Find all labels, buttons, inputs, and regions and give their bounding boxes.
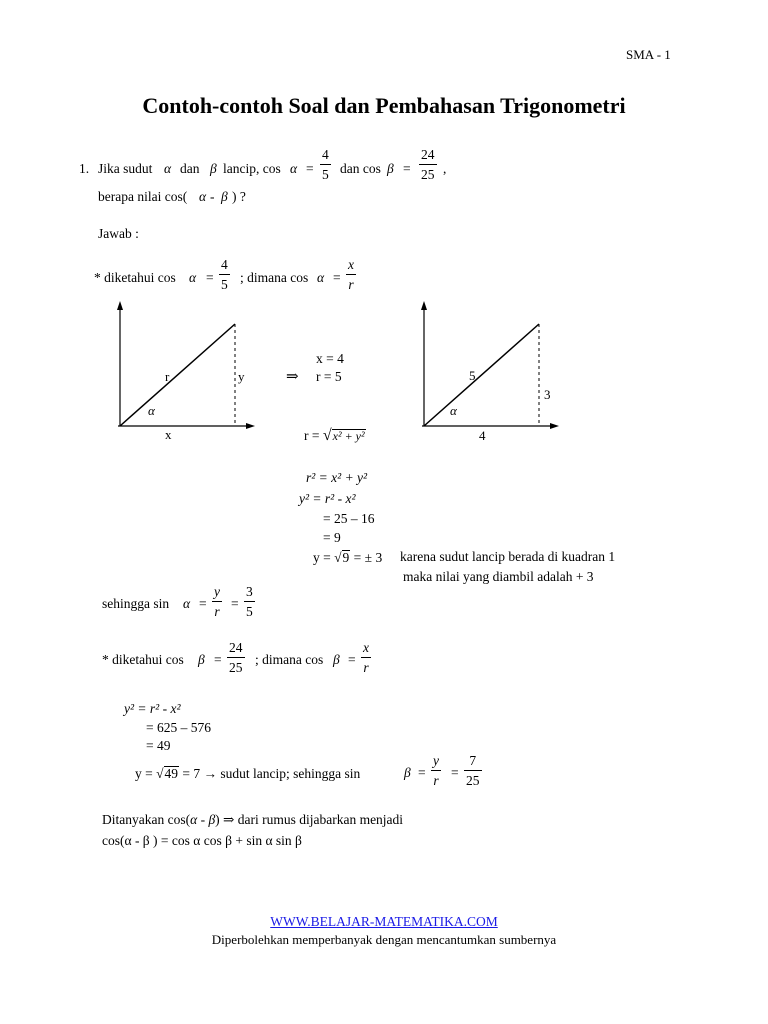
fraction-numerator: x: [348, 257, 354, 272]
fraction-numerator: 3: [246, 584, 253, 599]
fraction-numerator: 24: [421, 147, 435, 162]
page-title: Contoh-contoh Soal dan Pembahasan Trigonometri: [142, 93, 626, 118]
equals-sign: =: [214, 652, 222, 667]
question-and: dan: [180, 161, 200, 176]
beta-symbol: β: [210, 161, 217, 176]
note-line2: maka nilai yang diambil adalah + 3: [403, 569, 594, 584]
r-formula-radicand: x² + y²: [332, 429, 365, 443]
label-r: r: [165, 369, 170, 384]
fraction-3-5: [244, 585, 255, 618]
given-mid: ; dimana cos: [255, 652, 324, 667]
y-equals: y =: [135, 766, 153, 781]
y-axis-arrow: [421, 301, 427, 310]
label-x: 4: [479, 428, 486, 443]
beta-symbol: β: [198, 652, 205, 667]
equals-sign: =: [451, 765, 459, 780]
minus-sign: -: [210, 189, 215, 204]
y-equals: y =: [313, 550, 331, 565]
alpha-symbol: α: [290, 161, 298, 176]
beta-symbol: β: [221, 189, 228, 204]
hypotenuse: [120, 324, 235, 426]
footer-note: Diperbolehkan memperbanyak dengan mencantumkan sumbernya: [211, 932, 557, 947]
r-formula-prefix: r =: [304, 428, 320, 443]
equals-sign: =: [206, 270, 214, 285]
fraction-numerator: 4: [322, 147, 329, 162]
equals-sign: =: [403, 161, 411, 176]
derivation2-line3: = 49: [146, 738, 171, 753]
sin-alpha-prefix: sehingga sin: [102, 596, 170, 611]
triangle-diagram-values: [404, 298, 564, 446]
derivation1-line1: r² = x² + y²: [306, 470, 368, 485]
given-x: x = 4: [316, 351, 344, 366]
alpha-symbol: α: [183, 596, 191, 611]
x-axis-arrow: [246, 423, 255, 429]
label-alpha: α: [148, 403, 155, 418]
fraction-numerator: 4: [221, 257, 228, 272]
given-prefix: * diketahui cos: [102, 652, 184, 667]
alpha-symbol: α: [190, 812, 198, 827]
fraction-4-5: [219, 258, 230, 291]
fraction-denominator: 5: [244, 601, 255, 619]
note-line1: karena sudut lancip berada di kuadran 1: [400, 549, 616, 564]
derivation1-line2: y² = r² - x²: [299, 491, 356, 506]
fraction-denominator: 25: [227, 657, 245, 675]
alpha-symbol: α: [164, 161, 172, 176]
triangle-diagram-general: [100, 298, 260, 446]
question-text-b: lancip, cos: [223, 161, 281, 176]
fraction-cos-beta: [419, 148, 437, 181]
fraction-cos-alpha: [320, 148, 331, 181]
fraction-numerator: x: [363, 640, 369, 655]
fraction-numerator: y: [214, 584, 220, 599]
equals-sign: =: [199, 596, 207, 611]
fraction-denominator: 5: [219, 274, 230, 292]
asked-suffix: ) ⇒ dari rumus dijabarkan menjadi: [215, 812, 404, 827]
fraction-x-r: [346, 258, 356, 291]
equals-sign: =: [348, 652, 356, 667]
alpha-symbol: α: [189, 270, 197, 285]
question-line-2: berapa nilai cos(: [98, 189, 188, 204]
equals-sign: =: [231, 596, 239, 611]
fraction-numerator: y: [433, 753, 439, 768]
hypotenuse: [424, 324, 539, 426]
x-axis-arrow: [550, 423, 559, 429]
implies-arrow: ⇒: [286, 369, 299, 385]
question-comma: ,: [443, 161, 447, 176]
derivation2-line1: y² = r² - x²: [124, 701, 181, 716]
asked-line2: cos(α - β ) = cos α cos β + sin α sin β: [102, 833, 302, 848]
asked-line1: Ditanyakan cos(α - β) ⇒ dari rumus dijabarkan menjadi: [102, 812, 404, 827]
equals-sign: =: [418, 765, 426, 780]
beta-symbol: β: [404, 765, 411, 780]
alpha-symbol: α: [317, 270, 325, 285]
label-y: 3: [544, 387, 551, 402]
question-text-a: Jika sudut: [98, 161, 153, 176]
derivation1-line5: y = √9 = ± 3: [313, 550, 383, 565]
given-mid: ; dimana cos: [240, 270, 309, 285]
asked-prefix: Ditanyakan cos(: [102, 812, 191, 827]
fraction-denominator: r: [346, 274, 355, 292]
page-label: SMA - 1: [626, 47, 671, 62]
label-alpha: α: [450, 403, 457, 418]
fraction-denominator: r: [431, 770, 440, 788]
fraction-24-25: [227, 641, 245, 674]
fraction-7-25: [464, 754, 482, 787]
beta-symbol: β: [387, 161, 394, 176]
fraction-numerator: 7: [469, 753, 477, 768]
given-r: r = 5: [316, 369, 342, 384]
equals-sign: =: [333, 270, 341, 285]
fraction-y-r: [212, 585, 222, 618]
label-r: 5: [469, 368, 476, 383]
y-axis-arrow: [117, 301, 123, 310]
fraction-numerator: 24: [229, 640, 243, 655]
given-prefix: * diketahui cos: [94, 270, 176, 285]
equals-sign: =: [306, 161, 314, 176]
beta-symbol: β: [333, 652, 340, 667]
beta-symbol: β: [208, 812, 216, 827]
website-link[interactable]: WWW.BELAJAR-MATEMATIKA.COM: [270, 914, 498, 929]
fraction-denominator: r: [361, 657, 370, 675]
label-x: x: [165, 427, 172, 442]
r-formula: r = √x² + y²: [304, 427, 365, 444]
radicand: 49: [164, 766, 179, 781]
answer-label: Jawab :: [98, 226, 139, 241]
fraction-y-r: [431, 754, 441, 787]
derivation1-line4: = 9: [323, 530, 341, 545]
question-text-c: dan cos: [340, 161, 381, 176]
fraction-denominator: 25: [464, 770, 482, 788]
fraction-denominator: 25: [419, 164, 437, 182]
derivation1-line3: = 25 – 16: [323, 511, 375, 526]
question-line-2-end: ) ?: [232, 189, 246, 204]
label-y: y: [238, 369, 245, 384]
question-number: 1.: [79, 161, 90, 176]
derivation2-line4: y = √49 = 7 → sudut lancip; sehingga sin: [135, 766, 361, 781]
alpha-symbol: α: [199, 189, 207, 204]
result: = ± 3: [353, 550, 383, 565]
derivation2-line2: = 625 – 576: [146, 720, 211, 735]
footer-link-wrap: [0, 915, 768, 929]
fraction-denominator: 5: [320, 164, 331, 182]
fraction-x-r: [361, 641, 371, 674]
fraction-denominator: r: [212, 601, 221, 619]
radicand: 9: [342, 550, 350, 565]
sin-beta-text: = 7 → sudut lancip; sehingga sin: [182, 766, 361, 781]
